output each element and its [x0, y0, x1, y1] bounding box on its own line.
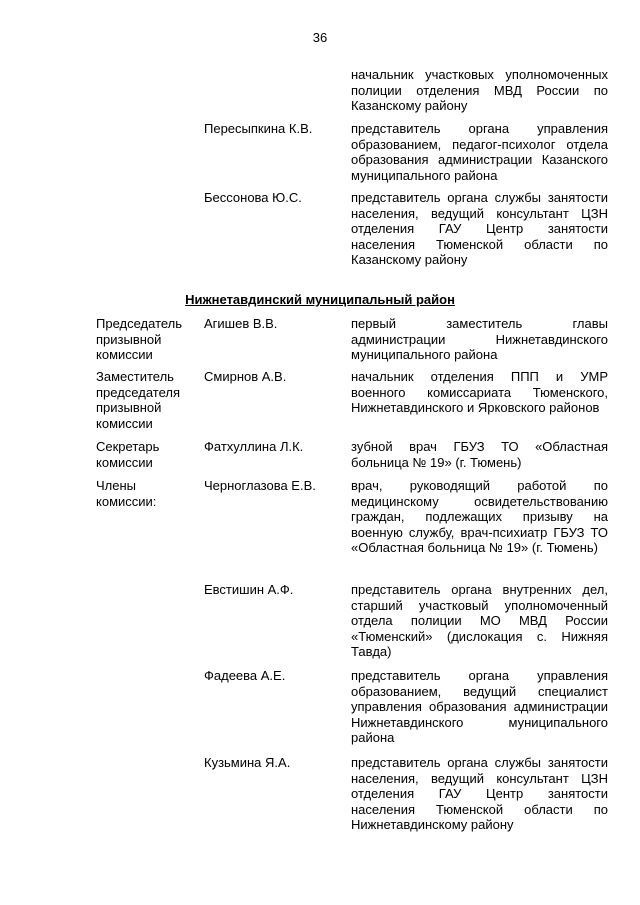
entry-description: представитель органа службы занятости населения, ведущий консультант ЦЗН отделения ГАУ Центр занятости населения Тюменской области по Казанскому району — [351, 190, 608, 267]
member-name: Кузьмина Я.А. — [204, 755, 291, 770]
section-heading: Нижнетавдинский муниципальный район — [185, 292, 455, 307]
page-number: 36 — [312, 30, 328, 45]
entry-description: начальник участковых уполномоченных полиции отделения МВД России по Казанскому району — [351, 67, 608, 113]
member-name: Черноглазова Е.В. — [204, 478, 316, 493]
member-name: Евстишин А.Ф. — [204, 582, 294, 597]
entry-description: представитель органа внутренних дел, старший участковый уполномоченный отдела полиции МО МВД России «Тюменский» (дислокация с. Нижняя Тавда) — [351, 582, 608, 659]
commission-role: Члены комиссии: — [96, 478, 157, 509]
entry-description: врач, руководящий работой по медицинскому освидетельствованию граждан, подлежащих призыву на военную службу, врач-психиатр ГБУЗ ТО «Областная больница № 19» (г. Тюмень) — [351, 478, 608, 555]
entry-description: первый заместитель главы администрации Нижнетавдинского муниципального района — [351, 316, 608, 362]
commission-role: Заместитель председателя призывной комиссии — [96, 369, 181, 431]
member-name: Фатхуллина Л.К. — [204, 439, 304, 454]
commission-role: Председатель призывной комиссии — [96, 316, 183, 362]
member-name: Агишев В.В. — [204, 316, 278, 331]
entry-description: представитель органа управления образованием, ведущий специалист управления образования администрации Нижнетавдинского муниципального района — [351, 668, 608, 745]
member-name: Бессонова Ю.С. — [204, 190, 302, 205]
member-name: Пересыпкина К.В. — [204, 121, 313, 136]
entry-description: представитель органа управления образованием, педагог-психолог отдела образования администрации Казанского муниципального района — [351, 121, 608, 183]
entry-description: начальник отделения ППП и УМР военного комиссариата Тюменского, Нижнетавдинского и Ярковского районов — [351, 369, 608, 415]
commission-role: Секретарь комиссии — [96, 439, 160, 470]
entry-description: зубной врач ГБУЗ ТО «Областная больница № 19» (г. Тюмень) — [351, 439, 608, 470]
member-name: Фадеева А.Е. — [204, 668, 286, 683]
entry-description: представитель органа службы занятости населения, ведущий консультант ЦЗН отделения ГАУ Центр занятости населения Тюменской области по Нижнетавдинскому району — [351, 755, 608, 832]
member-name: Смирнов А.В. — [204, 369, 287, 384]
